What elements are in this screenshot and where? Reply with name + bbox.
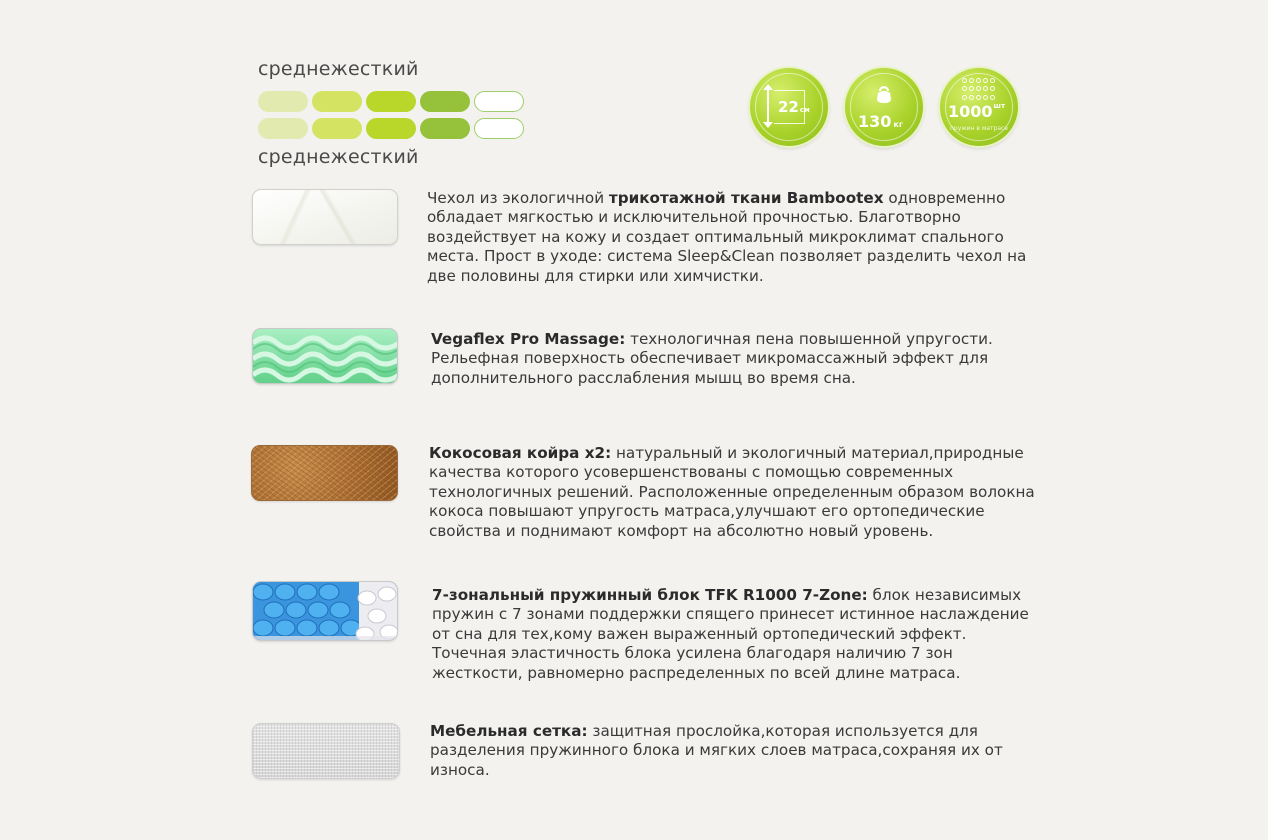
coconut-coir-swatch [251, 445, 398, 501]
springs-desc-title: 7-зональный пружинный блок TFK R1000 7-Zone: [432, 586, 868, 604]
firmness-segment-filled [258, 118, 308, 139]
vegaflex-desc-text: технологичная пена повышенной упругости. Рельефная поверхность обеспечивает микромассажный эффект для дополнительного расслабления мышц во время сна. [431, 330, 993, 387]
weight-badge [845, 68, 923, 146]
coir-description [429, 444, 1039, 541]
bamboo-fabric-swatch [252, 189, 398, 245]
springs-value: 1000 [948, 102, 993, 121]
height-value: 22 [778, 98, 799, 116]
height-unit: см [799, 106, 810, 114]
vegaflex-desc-title: Vegaflex Pro Massage: [431, 330, 626, 348]
firmness-segment-filled [420, 91, 470, 112]
firmness-segment-filled [366, 91, 416, 112]
firmness-segment-filled [366, 118, 416, 139]
firmness-label-top: среднежесткий [258, 58, 419, 80]
bamboo-description [427, 189, 1027, 286]
bamboo-desc-text: одновременно обладает мягкостью и исключительной прочностью. Благотворно воздействует на кожу и создает оптимальный микроклимат спального места. Прост в уходе: система Sleep&Clean позволяет разделить чехол на две половины для стирки или химчистки. [427, 189, 1027, 285]
firmness-segment-filled [258, 91, 308, 112]
firmness-segment-empty [474, 118, 524, 139]
firmness-scale-top [258, 91, 524, 112]
mesh-description [430, 722, 1030, 780]
furniture-mesh-swatch [252, 723, 400, 779]
springs-description [432, 586, 1042, 683]
height-arrow-icon [767, 88, 769, 124]
vegaflex-description [431, 330, 1031, 388]
firmness-scale-bottom [258, 118, 524, 139]
mesh-desc-text: защитная прослойка,которая используется для разделения пружинного блока и мягких слоев матраса,сохраняя их от износа. [430, 722, 1003, 779]
springs-unit: шт [993, 102, 1006, 110]
spec-badges [750, 68, 1018, 146]
weight-unit: кг [893, 120, 904, 129]
firmness-segment-filled [420, 118, 470, 139]
springs-desc-text: блок независимых пружин с 7 зонами поддержки спящего принесет истинное наслаждение от сна для тех,кому важен выраженный ортопедический эффект. Точечная эластичность блока усилена благодаря наличию 7 зон жесткости, равномерно распределенных по всей длине матраса. [432, 586, 1029, 682]
spring-block-swatch [252, 581, 398, 641]
coir-desc-text: натуральный и экологичный материал,природные качества которого усовершенствованы с помощью современных технологичных решений. Расположенные определенным образом волокна кокоса повышают упругость матраса,улучшают его ортопедические свойства и поднимают комфорт на абсолютно новый уровень. [429, 444, 1035, 540]
weight-value: 130 [858, 112, 892, 131]
bamboo-desc-title: трикотажной ткани Bambootex [608, 189, 884, 207]
firmness-label-bottom: среднежесткий [258, 146, 419, 168]
springs-icon [962, 78, 996, 102]
firmness-segment-filled [312, 91, 362, 112]
mesh-desc-title: Мебельная сетка: [430, 722, 588, 740]
vegaflex-foam-swatch [252, 328, 398, 384]
firmness-segment-empty [474, 91, 524, 112]
kettlebell-icon [875, 84, 893, 104]
springs-badge [940, 68, 1018, 146]
bamboo-desc-lead: Чехол из экологичной [427, 189, 609, 207]
coir-desc-title: Кокосовая койра х2: [429, 444, 612, 462]
height-badge [750, 68, 828, 146]
springs-caption: пружин в матрасе [949, 125, 1009, 132]
firmness-segment-filled [312, 118, 362, 139]
